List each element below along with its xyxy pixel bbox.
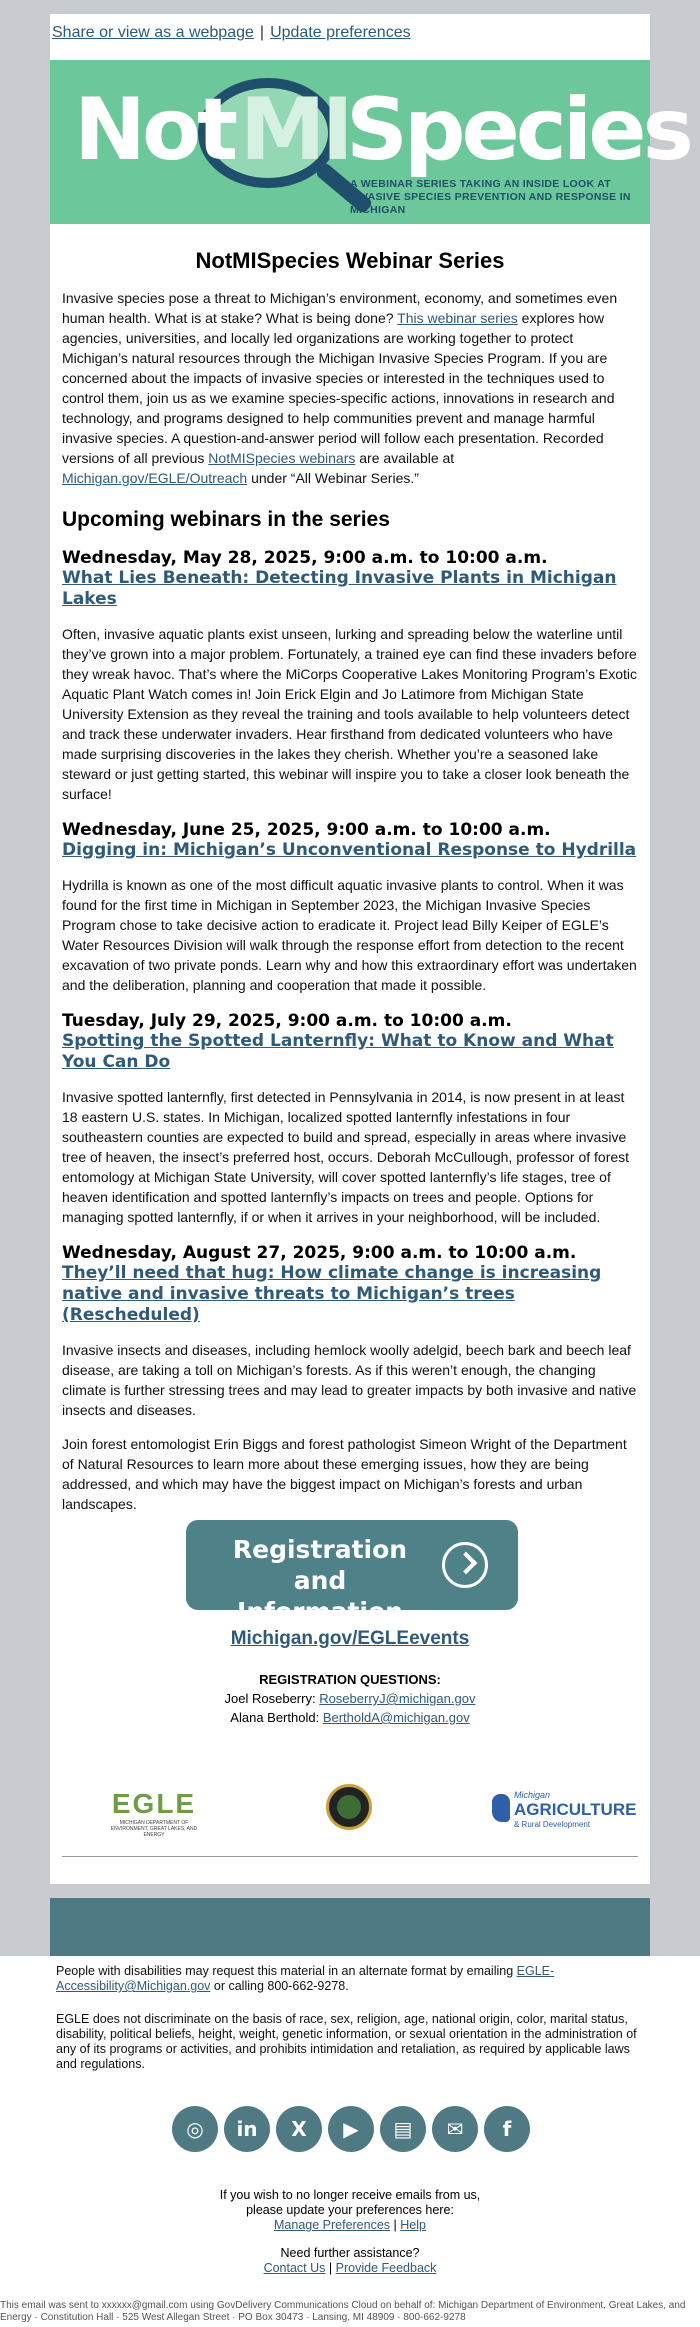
banner-tagline: A WEBINAR SERIES TAKING AN INSIDE LOOK AT INVASIVE SPECIES PREVENTION AND RESPONSE IN MICHIGAN [350,178,631,216]
event-item [62,820,638,995]
event-date: Wednesday, May 28, 2025, 9:00 a.m. to 10:00 a.m. [62,548,548,568]
event-description: Invasive insects and diseases, including hemlock woolly adelgid, beech bark and beech leaf disease, are taking a toll on Michigan’s forests. As if this weren’t enough, the changing climate is further stressing trees and may lead to greater impacts by both invasive and native insects and diseases. [62,1342,637,1418]
linkedin-icon[interactable]: in [224,2106,270,2152]
accessibility-notice [56,1964,646,1994]
outreach-link[interactable]: Michigan.gov/EGLE/Outreach [62,470,248,486]
preferences-links [0,2218,700,2233]
event-description: Invasive spotted lanternfly, first detected in Pennsylvania in 2014, is now present in at least 18 eastern U.S. states. In Michigan, localized spotted lanternfly infestations in four southeastern counties are expected to build and spread, especially in areas where invasive tree of heaven, the insect’s preferred host, occurs. Deborah McCullough, professor of forest entomology at Michigan State University, will cover spotted lanternfly’s life stages, tree of heaven identification and spotted lanternfly’s impacts on trees and people. Options for managing spotted lanternfly, if or when it arrives in your neighborhood, will be included. [62,1089,630,1225]
share-webpage-link[interactable]: Share or view as a webpage [52,24,254,41]
contact-name: Joel Roseberry: [224,1691,320,1706]
intro-text-1: Invasive species pose a threat to Michigan’s environment, economy, and sometimes even human health. What is at stake? What is being done? [62,290,618,326]
egle-logo [104,1788,204,1838]
egle-events-link[interactable]: Michigan.gov/EGLEevents [230,1628,470,1649]
email-card [50,14,690,1884]
egle-logo-word: EGLE [111,1788,197,1819]
unsubscribe-block [0,2188,700,2233]
upcoming-heading: Upcoming webinars in the series [62,508,390,531]
chevron-right-icon [455,1552,478,1575]
contact-email-link[interactable]: RoseberryJ@michigan.gov [319,1691,476,1706]
instagram-icon[interactable]: ◎ [172,2106,218,2152]
assistance-block [0,2246,700,2276]
event-description: Hydrilla is known as one of the most difficult aquatic invasive plants to control. When it was found for the first time in Michigan in September 2023, the Michigan Invasive Species Program chose to take decisive action to eradicate it. Project lead Billy Keiper of EGLE’s Water Resources Division will walk through the response effort from detection to the recent excavation of two private ponds. Learn why and how this extraordinary effort was undertaken and the deliberation, planning and cooperation that made it possible. [62,877,637,993]
event-date: Wednesday, August 27, 2025, 9:00 a.m. to 10:00 a.m. [62,1243,577,1263]
facebook-icon[interactable]: f [484,2106,530,2152]
contact-row [50,1708,650,1727]
accessibility-text-1: People with disabilities may request this material in an alternate format by emailing [56,1964,517,1978]
unsubscribe-line-1: If you wish to no longer receive emails from us, [219,2188,481,2202]
manage-preferences-link[interactable]: Manage Preferences [274,2218,391,2232]
assistance-heading: Need further assistance? [280,2246,420,2260]
link-separator: | [393,2218,397,2232]
sent-notice: This email was sent to xxxxxx@gmail.com using GovDelivery Communications Cloud on behalf of: Michigan Department of Environment, Great Lakes, and Energy · Constitution Hall · 525 West Allegan Street · PO Box 30473 · Lansing, MI 48909 · 800-662-9278 [0,2300,686,2323]
accessibility-text-2: or calling 800-662-9278. [210,1979,349,1993]
registration-button-label: Registration and Information [232,1535,408,1626]
divider [62,1856,638,1857]
contact-name: Alana Berthold: [230,1710,323,1725]
logo-text-mi: MI [240,80,350,180]
registration-questions-heading: REGISTRATION QUESTIONS: [259,1672,441,1687]
x-icon[interactable]: X [276,2106,322,2152]
event-date: Wednesday, June 25, 2025, 9:00 a.m. to 10:00 a.m. [62,820,551,840]
event-date: Tuesday, July 29, 2025, 9:00 a.m. to 10:00 a.m. [62,1011,512,1031]
seal-center [337,1795,361,1819]
main-content [62,224,638,1514]
intro-paragraph [62,288,638,488]
partner-logos [50,1782,650,1842]
previous-webinars-link[interactable]: NotMISpecies webinars [208,450,356,466]
arrow-circle-icon [442,1542,488,1588]
registration-questions [50,1670,650,1727]
mdard-logo [492,1788,637,1832]
provide-feedback-link[interactable]: Provide Feedback [335,2261,437,2275]
assistance-links [0,2261,700,2276]
email-icon[interactable]: ✉ [432,2106,478,2152]
nondiscrimination-notice: EGLE does not discriminate on the basis of race, sex, religion, age, national origin, color, marital status, disability, political beliefs, height, weight, genetic information, or sexual orientation in the administration of any of its programs or activities, and prohibits intimidation and retaliation, as required by applicable laws and regulations. [56,2012,637,2071]
page-title: NotMISpecies Webinar Series [195,248,505,273]
contact-email-link[interactable]: BertholdA@michigan.gov [322,1710,470,1725]
series-banner [50,60,690,224]
update-preferences-link[interactable]: Update preferences [270,24,411,41]
help-link[interactable]: Help [400,2218,426,2232]
registration-button[interactable] [186,1520,518,1626]
link-separator: | [328,2261,333,2275]
michigan-map-icon [492,1794,510,1822]
egle-logo-subtitle: MICHIGAN DEPARTMENT OF ENVIRONMENT, GREAT LAKES, AND ENERGY [110,1820,198,1838]
event-item [62,1243,638,1514]
contact-row [50,1689,650,1708]
event-title-link[interactable]: Digging in: Michigan’s Unconventional Response to Hydrilla [62,840,637,860]
mdard-logo-rural: & Rural Development [514,1820,591,1829]
accessibility-email-link[interactable]: EGLE-Accessibility@Michigan.gov [56,1964,555,1993]
footer-bar [50,1898,650,1956]
mdard-logo-michigan: Michigan [514,1790,551,1800]
top-links [52,24,411,42]
intro-text-2: explores how agencies, universities, and locally led organizations are working together to protect Michigan’s natural resources through the Michigan Invasive Species Program. If you are concerned about the impacts of invasive species or interested in the techniques used to control them, join us as we examine species-specific actions, innovations in research and technology, and programs designed to help communities prevent and manage harmful invasive species. A question-and-answer period will follow each presentation. Recorded versions of all previous [62,310,615,466]
intro-text-3: are available at [355,450,455,466]
youtube-icon[interactable]: ▶ [328,2106,374,2152]
intro-text-4: under “All Webinar Series.” [247,470,419,486]
webinar-series-link[interactable]: This webinar series [397,310,518,326]
logo-text-species: Species [346,80,690,180]
email-footer [0,1956,700,2327]
event-item [62,548,638,804]
news-icon[interactable]: ▤ [380,2106,426,2152]
event-description-2: Join forest entomologist Erin Biggs and forest pathologist Simeon Wright of the Department of Natural Resources to learn more about these emerging issues, how they are being addressed, and which may have the biggest impact on Michigan’s forests and urban landscapes. [62,1436,627,1512]
logo-text-not: Not [74,80,235,180]
link-separator: | [259,24,265,41]
event-title-link[interactable]: They’ll need that hug: How climate change is increasing native and invasive threats to Michigan’s trees (Rescheduled) [62,1263,602,1325]
event-description: Often, invasive aquatic plants exist unseen, lurking and spreading below the waterline until they’ve grown into a major problem. Fortunately, a trained eye can find these invaders before they wreak havoc. That’s where the MiCorps Cooperative Lakes Monitoring Program’s Exotic Aquatic Plant Watch comes in! Join Erick Elgin and Jo Latimore from Michigan State University Extension as they reveal the training and tools available to help volunteers detect and track these underwater invaders. Hear firsthand from dedicated volunteers who have made surprising discoveries in the lakes they cherish. Whether you’re a seasoned lake steward or just getting started, this webinar will inspire you to take a closer look beneath the surface! [62,626,638,802]
unsubscribe-line-2: please update your preferences here: [246,2203,454,2217]
event-title-link[interactable]: Spotting the Spotted Lanternfly: What to Know and What You Can Do [62,1031,614,1072]
event-item [62,1011,638,1227]
contact-us-link[interactable]: Contact Us [263,2261,326,2275]
state-seal-logo [326,1784,372,1830]
mdard-logo-agriculture: AGRICULTURE [514,1800,637,1819]
event-title-link[interactable]: What Lies Beneath: Detecting Invasive Plants in Michigan Lakes [62,568,617,609]
